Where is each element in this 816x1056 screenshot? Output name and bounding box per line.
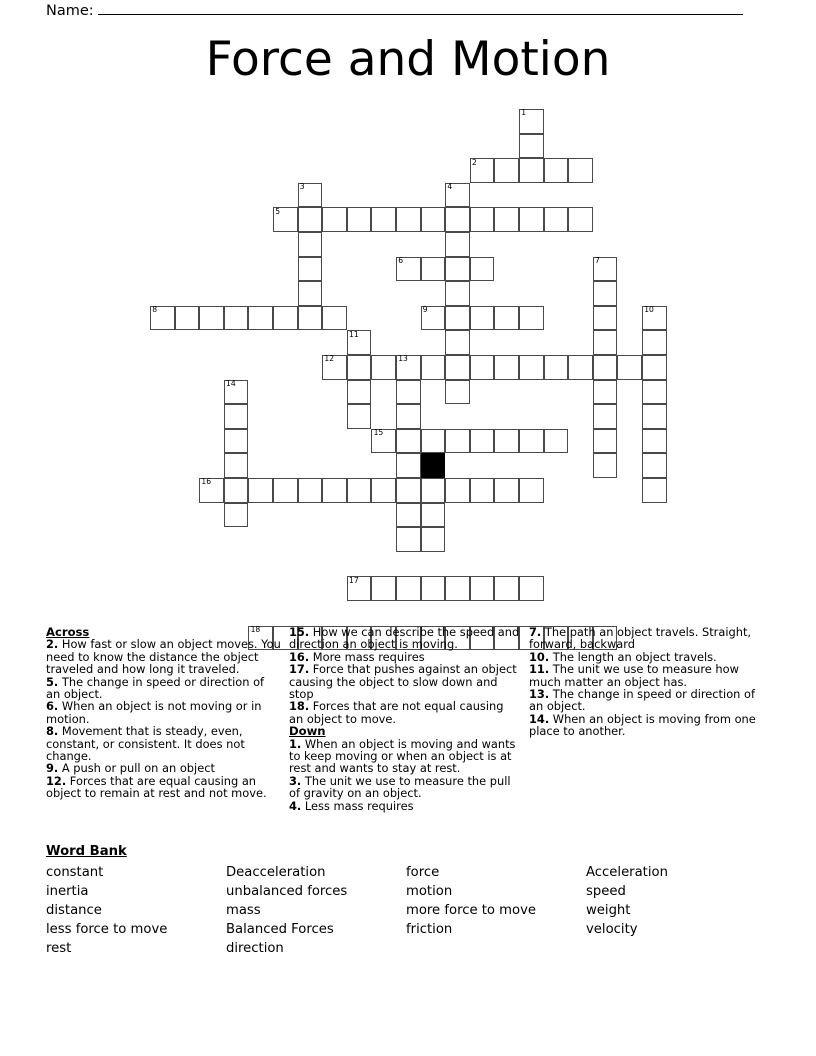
grid-cell[interactable]	[642, 330, 667, 355]
grid-cell[interactable]	[396, 453, 421, 478]
clue-text: Movement that is steady, even, constant, or consistent. It does not change.	[46, 724, 245, 764]
clue-number: 18.	[289, 699, 310, 714]
word-bank-item: friction	[406, 922, 453, 937]
grid-cell[interactable]	[347, 404, 372, 429]
clues-column-3	[529, 626, 776, 812]
grid-cell[interactable]	[544, 207, 569, 232]
word-bank-item: inertia	[46, 884, 89, 899]
word-bank-heading: Word Bank	[46, 844, 127, 859]
clues-column-1	[46, 626, 289, 812]
clue-number: 15.	[289, 625, 310, 639]
clue-item	[289, 663, 521, 700]
grid-cell[interactable]	[371, 478, 396, 503]
grid-cell[interactable]	[593, 429, 618, 454]
grid-cell[interactable]	[494, 158, 519, 183]
grid-cell[interactable]	[150, 306, 175, 331]
grid-cell[interactable]	[544, 158, 569, 183]
clue-number: 3.	[289, 773, 302, 788]
grid-cell-number: 3	[299, 182, 305, 192]
clue-number: 11.	[529, 662, 550, 677]
grid-cell[interactable]	[396, 257, 421, 282]
word-bank-item: direction	[226, 941, 284, 956]
clue-item	[289, 700, 521, 725]
grid-cell[interactable]	[273, 306, 298, 331]
grid-cell[interactable]	[248, 306, 273, 331]
grid-cell[interactable]	[371, 429, 396, 454]
grid-cell[interactable]	[445, 576, 470, 601]
grid-cell[interactable]	[642, 355, 667, 380]
grid-cell-number: 6	[398, 256, 404, 265]
clue-text: When an object is not moving or in motion.	[46, 699, 262, 726]
grid-cell[interactable]	[642, 478, 667, 503]
grid-cell[interactable]	[224, 429, 249, 454]
grid-cell-number: 17	[348, 575, 359, 585]
grid-cell[interactable]	[642, 453, 667, 478]
grid-cell[interactable]	[494, 429, 519, 454]
grid-cell-number: 8	[152, 305, 158, 315]
grid-cell[interactable]	[445, 429, 470, 454]
grid-cell[interactable]	[396, 478, 421, 503]
grid-cell[interactable]	[371, 207, 396, 232]
grid-cell[interactable]	[519, 109, 544, 134]
grid-cell[interactable]	[445, 207, 470, 232]
grid-cell[interactable]	[445, 183, 470, 208]
grid-cell[interactable]	[642, 404, 667, 429]
grid-cell[interactable]	[470, 576, 495, 601]
grid-cell[interactable]	[396, 503, 421, 528]
grid-cell[interactable]	[224, 478, 249, 503]
clue-item	[529, 663, 768, 688]
word-bank-item: more force to move	[406, 903, 537, 918]
grid-cell[interactable]	[224, 306, 249, 331]
grid-cell[interactable]	[298, 183, 323, 208]
grid-cell-number: 14	[225, 379, 236, 388]
grid-cell[interactable]	[642, 306, 667, 331]
clue-text: The change in speed or direction of an object.	[529, 687, 755, 714]
clue-number: 8.	[46, 724, 59, 739]
clues-section	[46, 626, 776, 812]
grid-cell-number: 18	[250, 625, 261, 634]
across-heading: Across	[46, 625, 90, 639]
grid-cell[interactable]	[470, 478, 495, 503]
grid-cell[interactable]	[519, 576, 544, 601]
grid-cell-number: 9	[422, 305, 428, 315]
grid-cell[interactable]	[371, 576, 396, 601]
grid-cell[interactable]	[298, 232, 323, 257]
word-bank-item: mass	[226, 903, 261, 918]
grid-cell[interactable]	[519, 355, 544, 380]
clue-number: 12.	[46, 773, 67, 788]
grid-cell[interactable]	[224, 503, 249, 528]
word-bank	[46, 844, 776, 958]
grid-cell[interactable]	[199, 306, 224, 331]
grid-cell[interactable]	[470, 158, 495, 183]
grid-cell[interactable]	[494, 355, 519, 380]
grid-cell[interactable]	[396, 355, 421, 380]
grid-cell[interactable]	[298, 207, 323, 232]
clue-text: The unit we use to measure how much matter an object has.	[529, 662, 739, 689]
grid-cell[interactable]	[445, 355, 470, 380]
grid-cell-number: 16	[201, 477, 212, 487]
clue-item	[289, 626, 521, 651]
clue-number: 2.	[46, 637, 59, 652]
grid-cell-number: 10	[644, 305, 654, 315]
grid-cell[interactable]	[544, 429, 569, 454]
grid-cell[interactable]	[445, 257, 470, 282]
clue-text: More mass requires	[309, 649, 425, 664]
word-bank-item: Acceleration	[586, 865, 668, 880]
clue-text: Less mass requires	[301, 798, 414, 813]
grid-cell[interactable]	[421, 576, 446, 601]
grid-cell-number: 13	[398, 354, 408, 364]
word-bank-empty	[586, 939, 766, 958]
grid-cell[interactable]	[494, 306, 519, 331]
word-bank-item: Balanced Forces	[226, 922, 334, 937]
clue-number: 5.	[46, 674, 59, 689]
grid-cell[interactable]	[322, 306, 347, 331]
grid-cell[interactable]	[421, 527, 446, 552]
clue-item	[46, 700, 281, 725]
clue-number: 7.	[529, 625, 542, 639]
grid-cell[interactable]	[224, 380, 249, 405]
word-bank-item: distance	[46, 903, 102, 918]
clue-item	[529, 713, 768, 738]
down-heading: Down	[289, 724, 326, 739]
clue-item	[289, 775, 521, 800]
grid-cell[interactable]	[371, 355, 396, 380]
clue-text: The change in speed or direction of an object.	[46, 674, 265, 702]
grid-cell[interactable]	[298, 306, 323, 331]
grid-cell[interactable]	[470, 355, 495, 380]
grid-cell[interactable]	[322, 478, 347, 503]
grid-cell[interactable]	[568, 355, 593, 380]
grid-cell[interactable]	[298, 478, 323, 503]
grid-cell[interactable]	[322, 355, 347, 380]
grid-cell[interactable]	[273, 478, 298, 503]
grid-cell[interactable]	[347, 330, 372, 355]
grid-cell[interactable]	[175, 306, 200, 331]
grid-cell[interactable]	[445, 478, 470, 503]
grid-cell[interactable]	[421, 478, 446, 503]
grid-cell[interactable]	[445, 281, 470, 306]
clue-text: The path an object travels. Straight, forward, backward	[529, 625, 752, 652]
grid-cell[interactable]	[593, 306, 618, 331]
grid-cell[interactable]	[593, 453, 618, 478]
clue-text: The unit we use to measure the pull of gravity on an object.	[289, 773, 511, 801]
grid-cell-number: 2	[471, 157, 477, 167]
grid-cell-blocked	[421, 453, 446, 478]
grid-cell[interactable]	[224, 404, 249, 429]
grid-cell[interactable]	[445, 330, 470, 355]
clue-text: Force that pushes against an object causing the object to slow down and stop	[289, 662, 517, 702]
clue-text: How fast or slow an object moves. You need to know the distance the object traveled and how long it traveled.	[46, 637, 281, 677]
grid-cell[interactable]	[445, 232, 470, 257]
grid-cell[interactable]	[544, 355, 569, 380]
word-bank-item: less force to move	[46, 922, 168, 937]
clue-item	[46, 676, 281, 701]
grid-cell[interactable]	[347, 380, 372, 405]
grid-cell[interactable]	[347, 478, 372, 503]
clue-number: 13.	[529, 687, 550, 702]
grid-cell-number: 11	[348, 329, 359, 339]
clue-item	[46, 725, 281, 762]
grid-cell[interactable]	[347, 355, 372, 380]
grid-cell[interactable]	[421, 257, 446, 282]
clue-number: 4.	[289, 798, 302, 813]
grid-cell[interactable]	[396, 404, 421, 429]
grid-cell[interactable]	[519, 207, 544, 232]
grid-cell[interactable]	[519, 429, 544, 454]
clue-text: Forces that are not equal causing an object to move.	[289, 699, 504, 726]
word-bank-item: force	[406, 865, 440, 880]
grid-cell[interactable]	[593, 257, 618, 282]
word-bank-item: weight	[586, 903, 631, 918]
grid-cell[interactable]	[470, 257, 495, 282]
clues-column-2	[289, 626, 529, 812]
clue-item	[529, 626, 768, 651]
word-bank-item: motion	[406, 884, 453, 899]
grid-cell[interactable]	[248, 478, 273, 503]
grid-cell[interactable]	[519, 158, 544, 183]
grid-cell[interactable]	[224, 453, 249, 478]
grid-cell[interactable]	[470, 207, 495, 232]
clue-number: 9.	[46, 761, 59, 776]
clue-item	[289, 800, 521, 812]
grid-cell[interactable]	[494, 576, 519, 601]
grid-cell[interactable]	[421, 355, 446, 380]
grid-cell[interactable]	[494, 478, 519, 503]
grid-cell-number: 7	[594, 256, 600, 265]
clue-text: The length an object travels.	[549, 649, 717, 664]
grid-cell[interactable]	[445, 380, 470, 405]
grid-cell[interactable]	[347, 576, 372, 601]
word-bank-item: velocity	[586, 922, 638, 937]
grid-cell-number: 1	[521, 108, 527, 118]
word-bank-item: speed	[586, 884, 626, 899]
name-label: Name:	[46, 3, 94, 19]
grid-cell[interactable]	[322, 207, 347, 232]
grid-cell[interactable]	[396, 380, 421, 405]
word-bank-item: Deacceleration	[226, 865, 326, 880]
word-bank-empty	[406, 939, 586, 958]
grid-cell[interactable]	[470, 429, 495, 454]
word-bank-item: constant	[46, 865, 104, 880]
clue-text: A push or pull on an object	[58, 761, 215, 776]
word-bank-grid	[46, 863, 776, 958]
word-bank-item: unbalanced forces	[226, 884, 348, 899]
grid-cell[interactable]	[421, 429, 446, 454]
clue-text: How we can describe the speed and direction an object is moving.	[289, 625, 520, 652]
grid-cell[interactable]	[642, 380, 667, 405]
grid-cell-number: 5	[275, 206, 281, 216]
grid-cell[interactable]	[519, 306, 544, 331]
grid-cell-number: 15	[373, 428, 384, 438]
grid-cell[interactable]	[445, 306, 470, 331]
grid-cell[interactable]	[421, 207, 446, 232]
grid-cell[interactable]	[298, 281, 323, 306]
grid-cell[interactable]	[568, 158, 593, 183]
grid-cell[interactable]	[470, 306, 495, 331]
grid-cell[interactable]	[593, 404, 618, 429]
clue-item	[289, 738, 521, 775]
grid-cell[interactable]	[593, 330, 618, 355]
grid-cell[interactable]	[568, 207, 593, 232]
clue-number: 10.	[529, 649, 550, 664]
page-title: Force and Motion	[205, 32, 611, 87]
clue-item	[46, 775, 281, 800]
grid-cell[interactable]	[519, 134, 544, 159]
clue-number: 6.	[46, 699, 59, 714]
clue-text: When an object is moving and wants to keep moving or when an object is at rest and wants to stay at rest.	[289, 736, 516, 776]
grid-cell[interactable]	[421, 306, 446, 331]
grid-cell[interactable]	[396, 527, 421, 552]
clue-number: 1.	[289, 736, 302, 751]
grid-cell-number: 4	[447, 182, 453, 192]
grid-cell[interactable]	[593, 355, 618, 380]
grid-cell[interactable]	[593, 380, 618, 405]
grid-cell[interactable]	[494, 207, 519, 232]
grid-cell[interactable]	[273, 207, 298, 232]
clue-text: When an object is moving from one place to another.	[529, 711, 756, 739]
grid-cell[interactable]	[199, 478, 224, 503]
grid-cell[interactable]	[593, 281, 618, 306]
grid-cell[interactable]	[519, 478, 544, 503]
grid-cell-number: 12	[324, 354, 335, 364]
grid-cell[interactable]	[421, 503, 446, 528]
grid-cell[interactable]	[396, 576, 421, 601]
clue-item	[529, 688, 768, 713]
grid-cell[interactable]	[396, 207, 421, 232]
clue-number: 14.	[529, 711, 550, 726]
clue-text: Forces that are equal causing an object to remain at rest and not move.	[46, 773, 267, 801]
word-bank-item: rest	[46, 941, 72, 956]
grid-cell[interactable]	[298, 257, 323, 282]
clue-number: 17.	[289, 662, 310, 677]
clue-number: 16.	[289, 649, 310, 664]
grid-cell[interactable]	[347, 207, 372, 232]
grid-cell[interactable]	[396, 429, 421, 454]
grid-cell[interactable]	[642, 429, 667, 454]
clue-item	[46, 638, 281, 675]
grid-cell[interactable]	[617, 355, 642, 380]
